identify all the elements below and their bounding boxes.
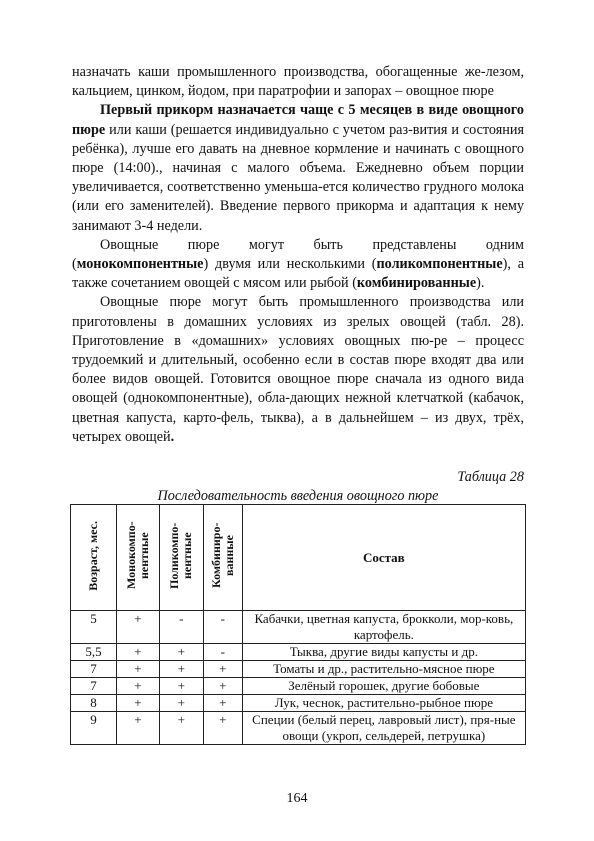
cell-poly: + (159, 661, 203, 678)
paragraph-puree-types (72, 236, 524, 294)
table-title: Последовательность введения овощного пюре (157, 488, 439, 505)
bold-poly: поликомпонентные (376, 256, 503, 273)
table-row (71, 611, 526, 644)
page-body (72, 63, 524, 745)
paragraph-intro: назначать каши промышленного производства, обогащенные же-лезом, кальцием, цинком, йодом, при паратрофии и запорах – овощное пюре (72, 64, 524, 100)
paragraph-home-preparation (72, 293, 524, 447)
cell-age: 7 (71, 661, 117, 678)
cell-age: 5,5 (71, 644, 117, 661)
cell-composition: Специи (белый перец, лавровый лист), пря-ные овощи (укроп, сельдерей, петрушка) (242, 712, 525, 745)
cell-mono: + (116, 712, 159, 745)
cell-comb: + (203, 695, 242, 712)
cell-comb: + (203, 712, 242, 745)
cell-poly: - (159, 611, 203, 644)
home-prep-text: Овощные пюре могут быть промышленного производства или приготовлены в домашних условиях из зрелых овощей (табл. 28). Приготовление в «домашних» условиях овощных пю-ре – процесс трудоемкий и длительный, особенно если в состав пюре входят два или более видов овощей. Готовится овощное пюре сначала из одного вида овощей (однокомпонентные), обла-дающих нежной клетчаткой (кабачок, цветная капуста, карто-фель, тыква), а в дальнейшем – из двух, трёх, четырех овощей (72, 294, 524, 445)
cell-composition: Кабачки, цветная капуста, брокколи, мор-ковь, картофель. (242, 611, 525, 644)
header-poly (159, 505, 203, 611)
puree-types-text-a: Овощные пюре могут быть представлены одним ( (72, 236, 524, 273)
table-row (71, 712, 526, 745)
cell-comb: + (203, 678, 242, 695)
puree-sequence-table (70, 504, 526, 745)
paragraph-first-feeding (72, 101, 524, 235)
table-row (71, 695, 526, 712)
cell-poly: + (159, 678, 203, 695)
table-row (71, 678, 526, 695)
cell-age: 8 (71, 695, 117, 712)
header-composition: Состав (242, 505, 525, 611)
bold-comb: комбинированные (356, 275, 477, 292)
cell-mono: + (116, 611, 159, 644)
cell-mono: + (116, 678, 159, 695)
cell-age: 5 (71, 611, 117, 644)
cell-composition: Лук, чеснок, растительно-рыбное пюре (242, 695, 525, 712)
puree-types-text-g: ). (476, 275, 485, 292)
header-mono (116, 505, 159, 611)
table-row (71, 661, 526, 678)
cell-poly: + (159, 712, 203, 745)
bold-mono: монокомпонентные (76, 256, 204, 273)
header-comb (203, 505, 242, 611)
cell-mono: + (116, 695, 159, 712)
home-prep-period: . (170, 428, 175, 445)
header-mono-label: Монокомпо-нентные (123, 521, 151, 590)
cell-comb: - (203, 611, 242, 644)
bold-first-feeding: Первый прикорм назначается чаще с 5 месяцев в виде овощного пюре (72, 102, 524, 138)
table-header-row (71, 505, 526, 611)
cell-poly: + (159, 695, 203, 712)
table-number: Таблица 28 (457, 469, 524, 486)
header-age (71, 505, 117, 611)
first-feeding-text: или каши (решается индивидуально с учетом раз-вития и состояния ребёнка), лучше его давать на дневное кормление и начинать с овощного пюре (14:00)., начиная с малого объема. Ежедневно объем порции увеличивается, соответственно уменьша-ется количество грудного молока (или его заменителей). Введение первого прикорма и адаптация к нему занимают 3-4 недели. (72, 121, 524, 234)
page-number: 164 (286, 791, 308, 806)
cell-poly: + (159, 644, 203, 661)
puree-types-text-e: ), а также сочетанием овощей с мясом или рыбой ( (72, 256, 524, 292)
header-comb-label: Комбиниро-ванные (208, 522, 236, 589)
header-age-label: Возраст, мес. (85, 520, 100, 591)
cell-composition: Томаты и др., растительно-мясное пюре (242, 661, 525, 678)
table-body (71, 611, 526, 745)
table-row (71, 644, 526, 661)
cell-composition: Тыква, другие виды капусты и др. (242, 644, 525, 661)
header-poly-label: Поликомпо-нентные (167, 522, 195, 589)
cell-comb: + (203, 661, 242, 678)
cell-comb: - (203, 644, 242, 661)
cell-composition: Зелёный горошек, другие бобовые (242, 678, 525, 695)
cell-age: 7 (71, 678, 117, 695)
cell-mono: + (116, 661, 159, 678)
cell-mono: + (116, 644, 159, 661)
cell-age: 9 (71, 712, 117, 745)
puree-types-text-c: ) двумя или несколькими ( (203, 256, 377, 273)
